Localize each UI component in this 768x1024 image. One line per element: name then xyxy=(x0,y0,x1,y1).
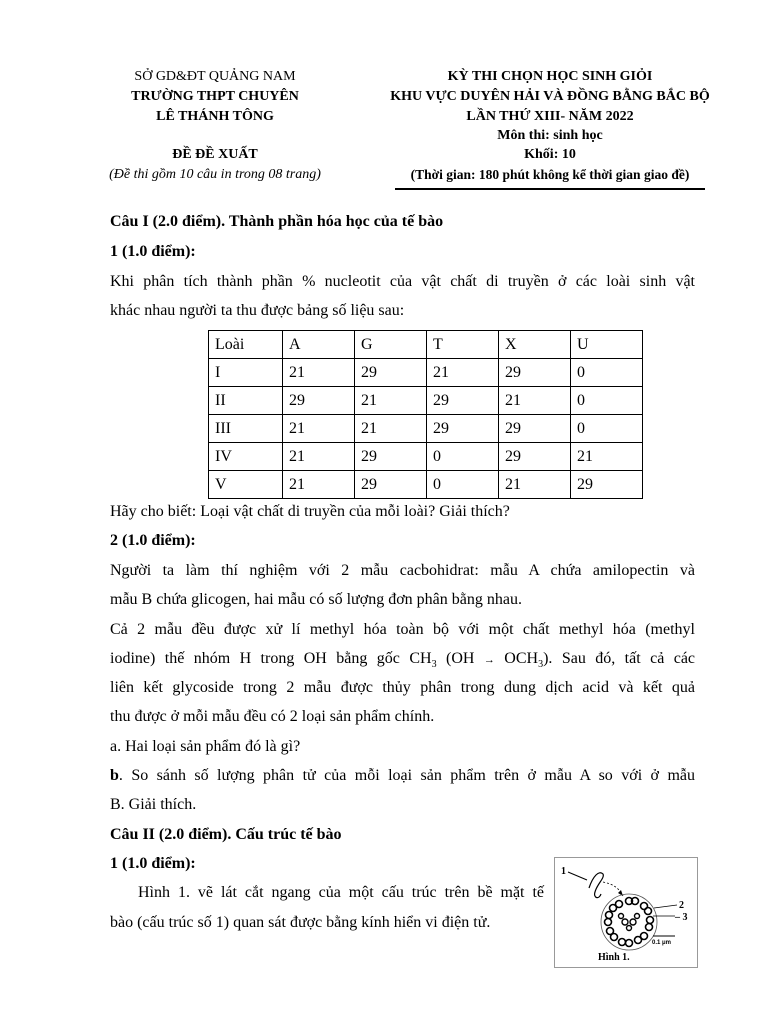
q1-part2-sub-a: a. Hai loại sản phẩm đó là gì? xyxy=(110,738,301,755)
q1-part1-question: Hãy cho biết: Loại vật chất di truyền của mỗi loài? Giải thích? xyxy=(110,503,510,520)
label-1-pointer xyxy=(568,872,587,880)
nucleotide-table xyxy=(208,330,643,499)
exam-title: KỲ THI CHỌN HỌC SINH GIỎI xyxy=(447,69,653,84)
school-name-line1: TRƯỜNG THPT CHUYÊN xyxy=(131,89,299,104)
q2-part1-line2: bào (cấu trúc số 1) quan sát được bằng kính hiển vi điện tử. xyxy=(110,914,491,931)
table-cell: 29 xyxy=(355,443,427,471)
pages-note: (Đề thi gồm 10 câu in trong 08 trang) xyxy=(109,167,321,182)
q2-part1-line1: Hình 1. vẽ lát cắt ngang của một cấu trúc trên bề mặt tế xyxy=(138,884,544,901)
header-rule xyxy=(395,188,705,190)
proposal-label: ĐỀ ĐỀ XUẤT xyxy=(172,147,258,162)
q1-part2-line1: Người ta làm thí nghiệm với 2 mẫu cacbohidrat: mẫu A chứa amilopectin và xyxy=(110,562,695,579)
table-row xyxy=(209,443,643,471)
exam-subject: Môn thi: sinh học xyxy=(497,128,603,143)
table-cell: 29 xyxy=(499,359,571,387)
table-cell: 29 xyxy=(571,471,643,499)
question-2-title: Câu II (2.0 điểm). Cấu trúc tế bào xyxy=(110,826,342,843)
table-cell: 21 xyxy=(355,387,427,415)
table-cell: IV xyxy=(209,443,283,471)
q1-part2-line4-d: ). Sau đó, tất cả các xyxy=(543,650,696,667)
label-2-pointer xyxy=(654,905,677,908)
microtubule-doublets xyxy=(605,898,654,947)
figure-1-illustration xyxy=(555,858,697,967)
table-cell: V xyxy=(209,471,283,499)
table-header-cell: U xyxy=(571,331,643,359)
q1-part2-line4-a: iodine) thế nhóm H trong OH bằng gốc CH xyxy=(110,650,432,667)
table-cell: 21 xyxy=(571,443,643,471)
table-cell: 21 xyxy=(427,359,499,387)
q1-part1-text-line1: Khi phân tích thành phần % nucleotit của vật chất di truyền ở các loài sinh vật xyxy=(110,273,695,290)
figure-label-3: – 3 xyxy=(675,912,688,923)
figure-label-1: 1 xyxy=(561,866,566,877)
q1-part2-line4 xyxy=(110,650,695,670)
q1-part2-line4-c: OCH xyxy=(494,650,539,667)
q2-part1-label: 1 (1.0 điểm): xyxy=(110,855,196,872)
exam-region: KHU VỰC DUYÊN HẢI VÀ ĐỒNG BẰNG BẮC BỘ xyxy=(390,89,710,104)
q1-part2-line2: mẫu B chứa glicogen, hai mẫu có số lượng đơn phân bằng nhau. xyxy=(110,591,522,608)
table-header-cell: X xyxy=(499,331,571,359)
question-1-title: Câu I (2.0 điểm). Thành phần hóa học của tế bào xyxy=(110,213,444,230)
q1-part2-line6: thu được ở mỗi mẫu đều có 2 loại sản phẩm chính. xyxy=(110,708,435,725)
table-cell: 29 xyxy=(427,415,499,443)
school-name-line2: LÊ THÁNH TÔNG xyxy=(156,109,274,124)
q1-part2-line4-b: (OH xyxy=(436,650,484,667)
department-name: SỞ GD&ĐT QUẢNG NAM xyxy=(134,69,296,84)
figure-caption: Hình 1. xyxy=(598,952,630,963)
table-header-row xyxy=(209,331,643,359)
table-cell: I xyxy=(209,359,283,387)
sub-b-label: b xyxy=(110,767,119,784)
table-cell: 21 xyxy=(499,471,571,499)
subscript-3: 3 xyxy=(538,659,544,671)
cilium-sketch xyxy=(589,873,603,898)
table-cell: 29 xyxy=(499,443,571,471)
table-cell: 29 xyxy=(427,387,499,415)
sub-b-text: . So sánh số lượng phân tử của mỗi loại sản phẩm trên ở mẫu A so với ở mẫu xyxy=(118,767,695,784)
table-cell: III xyxy=(209,415,283,443)
arrow-symbol: → xyxy=(483,654,495,666)
table-header-cell: Loài xyxy=(209,331,283,359)
table-cell: II xyxy=(209,387,283,415)
exam-time: (Thời gian: 180 phút không kể thời gian giao đề) xyxy=(410,167,690,182)
q1-part1-text-line2: khác nhau người ta thu được bảng số liệu sau: xyxy=(110,302,405,319)
table-cell: 29 xyxy=(355,471,427,499)
table-header-cell: G xyxy=(355,331,427,359)
q1-part2-line3: Cả 2 mẫu đều được xử lí methyl hóa toàn bộ với một chất methyl hóa (methyl xyxy=(110,621,695,638)
table-cell: 21 xyxy=(283,471,355,499)
exam-edition: LẦN THỨ XIII- NĂM 2022 xyxy=(466,109,634,124)
central-pair xyxy=(619,914,640,931)
membrane-circle xyxy=(601,894,657,950)
table-cell: 21 xyxy=(283,443,355,471)
table-cell: 21 xyxy=(355,415,427,443)
table-header-cell: A xyxy=(283,331,355,359)
scale-label: 0.1 μm xyxy=(652,940,672,946)
table-cell: 21 xyxy=(283,359,355,387)
exam-grade: Khối: 10 xyxy=(524,147,576,162)
table-cell: 0 xyxy=(571,387,643,415)
q1-part2-sub-b-line2: B. Giải thích. xyxy=(110,796,197,813)
table-row xyxy=(209,415,643,443)
table-cell: 29 xyxy=(355,359,427,387)
table-row xyxy=(209,387,643,415)
table-cell: 29 xyxy=(499,415,571,443)
table-row xyxy=(209,359,643,387)
figure-1 xyxy=(554,857,698,968)
q1-part2-line5: liên kết glycoside trong 2 mẫu được thủy phân trong dung dịch acid và kết quả xyxy=(110,679,695,696)
table-cell: 21 xyxy=(283,415,355,443)
q1-part2-sub-b-line1 xyxy=(110,767,695,785)
table-header-cell: T xyxy=(427,331,499,359)
q1-part1-label: 1 (1.0 điểm): xyxy=(110,243,196,260)
subscript-3: 3 xyxy=(431,659,437,671)
q1-part2-label: 2 (1.0 điểm): xyxy=(110,532,196,549)
table-cell: 0 xyxy=(427,471,499,499)
table-row xyxy=(209,471,643,499)
table-cell: 29 xyxy=(283,387,355,415)
table-cell: 0 xyxy=(571,415,643,443)
table-cell: 0 xyxy=(571,359,643,387)
figure-label-2: 2 xyxy=(679,900,684,911)
table-cell: 21 xyxy=(499,387,571,415)
table-cell: 0 xyxy=(427,443,499,471)
